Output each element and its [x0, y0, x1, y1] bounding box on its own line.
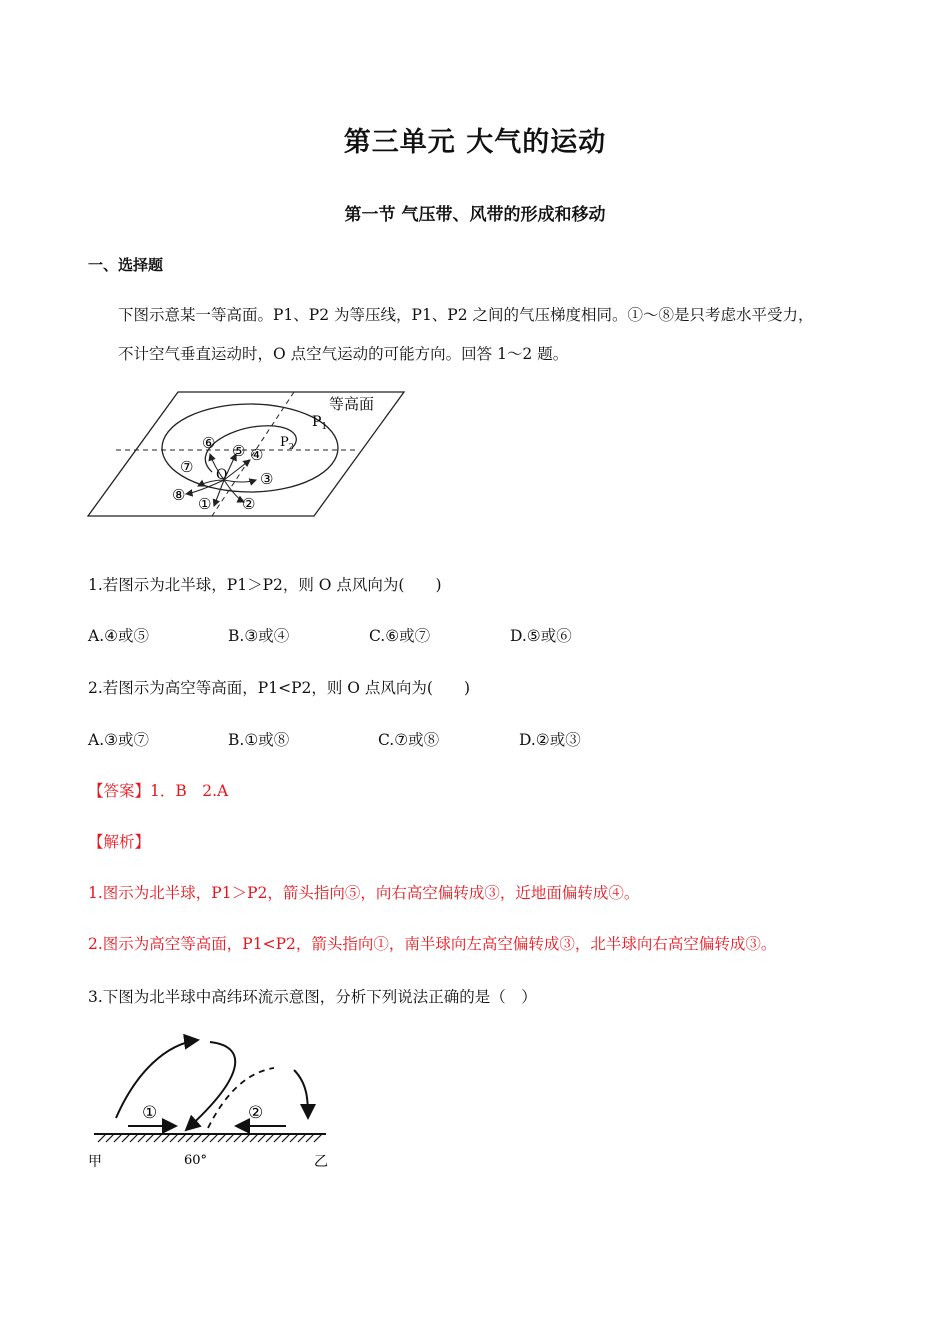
cell-1-label: ①: [142, 1103, 158, 1123]
p2-label: $P_2$: [280, 435, 294, 451]
arrow-8: [186, 480, 224, 494]
analysis-line-2: 2.图示为高空等高面，P1<P2，箭头指向①，南半球向左高空偏转成③，北半球向右高空偏转成③。: [88, 935, 777, 953]
q2-option-b: B.①或⑧: [228, 731, 290, 749]
p1-label: $P_1$: [312, 414, 328, 432]
origin-o-label: O: [216, 467, 228, 483]
circle-5: ⑤: [232, 442, 246, 460]
location-jia: 甲: [88, 1154, 102, 1170]
section-subtitle: 第一节 气压带、风带的形成和移动: [344, 205, 606, 225]
circle-3: ③: [260, 470, 274, 488]
analysis-heading: 【解析】: [88, 833, 151, 851]
cell-2-label: ②: [248, 1103, 264, 1123]
location-yi: 乙: [314, 1154, 328, 1170]
arrow-3: [224, 480, 256, 482]
circle-1: ①: [198, 495, 212, 513]
circle-2: ②: [242, 495, 256, 513]
q2-option-d: D.②或③: [519, 731, 581, 749]
arrow-up-loop: [186, 1042, 235, 1130]
page-title: 第三单元 大气的运动: [343, 127, 607, 158]
arrow-right-down: [294, 1070, 308, 1118]
q2-option-c: C.⑦或⑧: [378, 731, 440, 749]
arrow-4: [224, 460, 250, 480]
question-2-stem: 2.若图示为高空等高面，P1<P2，则 O 点风向为( ): [88, 679, 471, 697]
q1-option-c: C.⑥或⑦: [369, 627, 431, 645]
q1-option-d: D.⑤或⑥: [510, 627, 572, 645]
question-3-stem: 3.下图为北半球中高纬环流示意图，分析下列说法正确的是（ ）: [88, 988, 537, 1006]
intro-line-1: 下图示意某一等高面。P1、P2 为等压线，P1、P2 之间的气压梯度相同。①～⑧是只考虑水平受力，: [118, 306, 814, 324]
circle-4: ④: [250, 446, 264, 464]
q1-option-a: A.④或⑤: [88, 627, 150, 645]
latitude-label: 60°: [184, 1153, 208, 1168]
analysis-line-1: 1.图示为北半球，P1＞P2，箭头指向⑤，向右高空偏转成③，近地面偏转成④。: [88, 884, 640, 902]
intro-line-2: 不计空气垂直运动时，O 点空气运动的可能方向。回答 1～2 题。: [118, 345, 569, 363]
section-heading: 一、选择题: [88, 256, 164, 274]
question-1-stem: 1.若图示为北半球，P1＞P2，则 O 点风向为( ): [88, 576, 442, 594]
circle-8: ⑧: [172, 486, 186, 504]
isobar-figure: [86, 388, 406, 523]
q1-option-b: B.③或④: [228, 627, 290, 645]
plane-label: 等高面: [329, 395, 375, 413]
circle-7: ⑦: [180, 458, 194, 476]
circle-6: ⑥: [202, 434, 216, 452]
answer-line: 【答案】1．B 2.A: [88, 782, 229, 800]
ground-hatching: [98, 1134, 322, 1142]
q2-option-a: A.③或⑦: [88, 731, 150, 749]
circulation-figure: [86, 1030, 336, 1172]
